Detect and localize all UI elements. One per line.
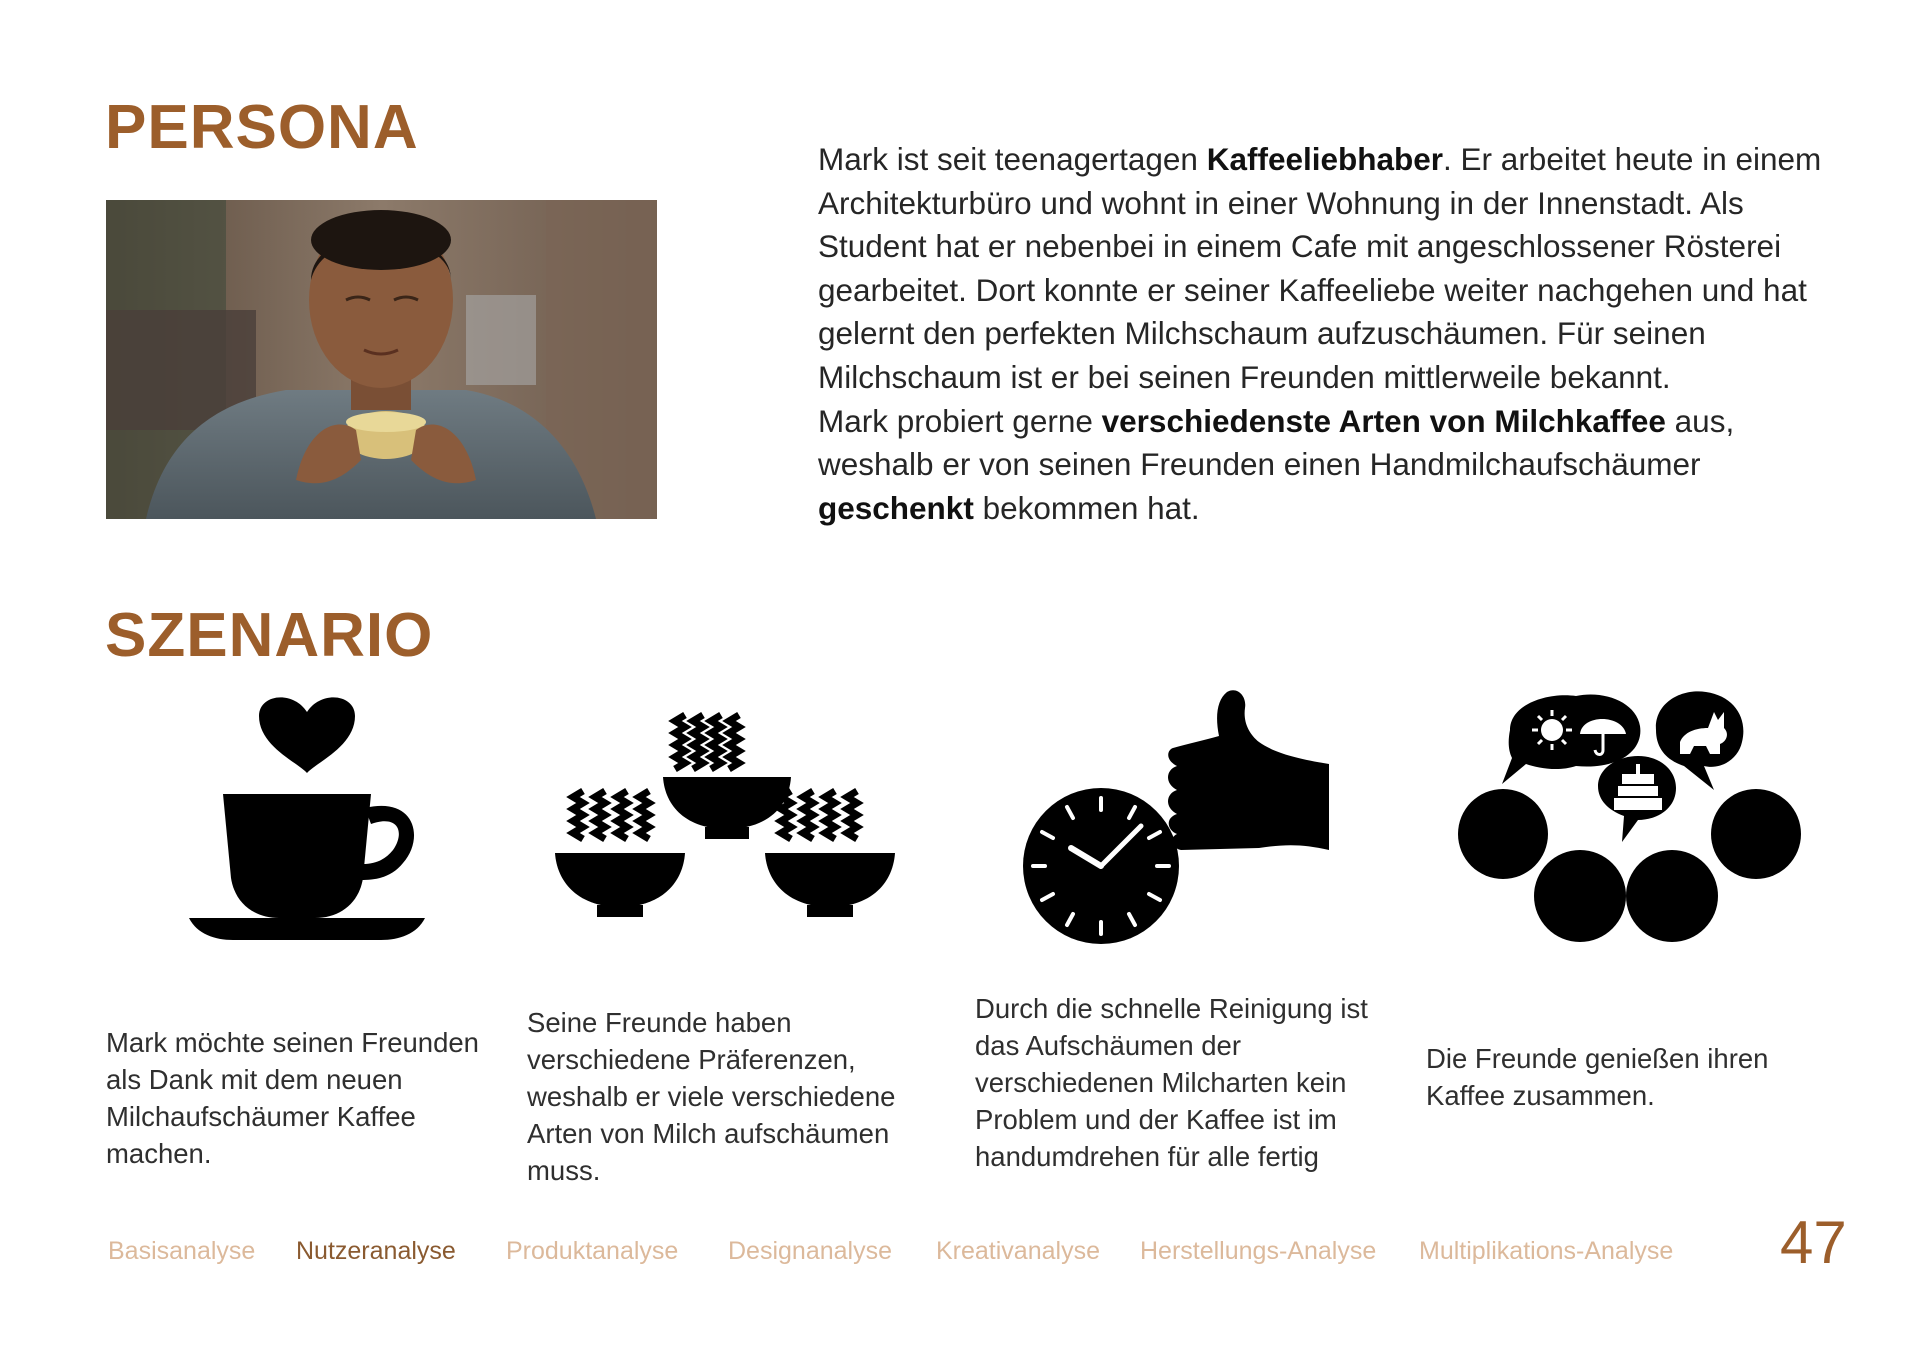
scenario-caption-2: Seine Freunde haben verschiedene Präferenzen, weshalb er viele verschiedene Arten von Milch aufschäumen muss. xyxy=(527,1007,896,1186)
coffee-cup-heart-icon xyxy=(185,688,430,944)
bio-text: bekommen hat. xyxy=(973,489,1200,526)
persona-heading: PERSONA xyxy=(105,93,419,162)
nav-item-herstellungs-analyse[interactable]: Herstellungs-Analyse xyxy=(1140,1237,1377,1265)
scenario-caption-3: Durch die schnelle Reinigung ist das Aufschäumen der verschiedenen Milcharten kein Problem und der Kaffee ist im handumdrehen für alle fertig xyxy=(975,993,1368,1172)
clock-thumbs-up-icon xyxy=(1023,688,1329,944)
scenario-caption-4: Die Freunde genießen ihren Kaffee zusammen. xyxy=(1426,1043,1769,1111)
bio-text: . Er arbeitet heute in einem Architekturbüro und wohnt in einer Wohnung in der Innenstadt. Als Student hat er nebenbei in einem Cafe mit angeschlossener Rösterei gearbeitet. Dort konnte er seiner Kaffeeliebe weiter nachgehen und hat gelernt den perfekten Milchschaum aufzuschäumen. Für seinen Milchschaum ist er bei seinen Freunden mittlerweile bekannt. xyxy=(818,141,1822,395)
nav-item-basisanalyse[interactable]: Basisanalyse xyxy=(108,1237,256,1265)
bio-text: aus, weshalb er von seinen Freunden einen Handmilchaufschäumer xyxy=(818,402,1735,483)
nav-item-multiplikations-analyse[interactable]: Multiplikations-Analyse xyxy=(1419,1237,1674,1265)
nav-item-nutzeranalyse[interactable]: Nutzeranalyse xyxy=(296,1237,456,1265)
nav-item-designanalyse[interactable]: Designanalyse xyxy=(728,1237,892,1265)
nav-item-kreativanalyse[interactable]: Kreativanalyse xyxy=(936,1237,1100,1265)
bio-emphasis: verschiedenste Arten von Milchkaffee xyxy=(1101,402,1666,439)
bio-text: Mark probiert gerne xyxy=(818,402,1102,439)
bio-text: Mark ist seit teenagertagen xyxy=(818,141,1207,177)
friends-chatting-icon xyxy=(1458,690,1802,946)
steaming-bowls-icon xyxy=(555,707,895,922)
scenario-caption-1: Mark möchte seinen Freunden als Dank mit dem neuen Milchaufschäumer Kaffee machen. xyxy=(106,1027,479,1169)
bio-emphasis: geschenkt xyxy=(818,489,974,526)
persona-description xyxy=(818,138,1828,530)
nav-item-produktanalyse[interactable]: Produktanalyse xyxy=(506,1237,679,1265)
szenario-heading: SZENARIO xyxy=(105,601,434,670)
page-number: 47 xyxy=(1780,1209,1847,1276)
bio-emphasis: Kaffeeliebhaber xyxy=(1206,141,1444,177)
footer-navigation xyxy=(0,1237,1700,1277)
persona-photo xyxy=(106,200,657,519)
